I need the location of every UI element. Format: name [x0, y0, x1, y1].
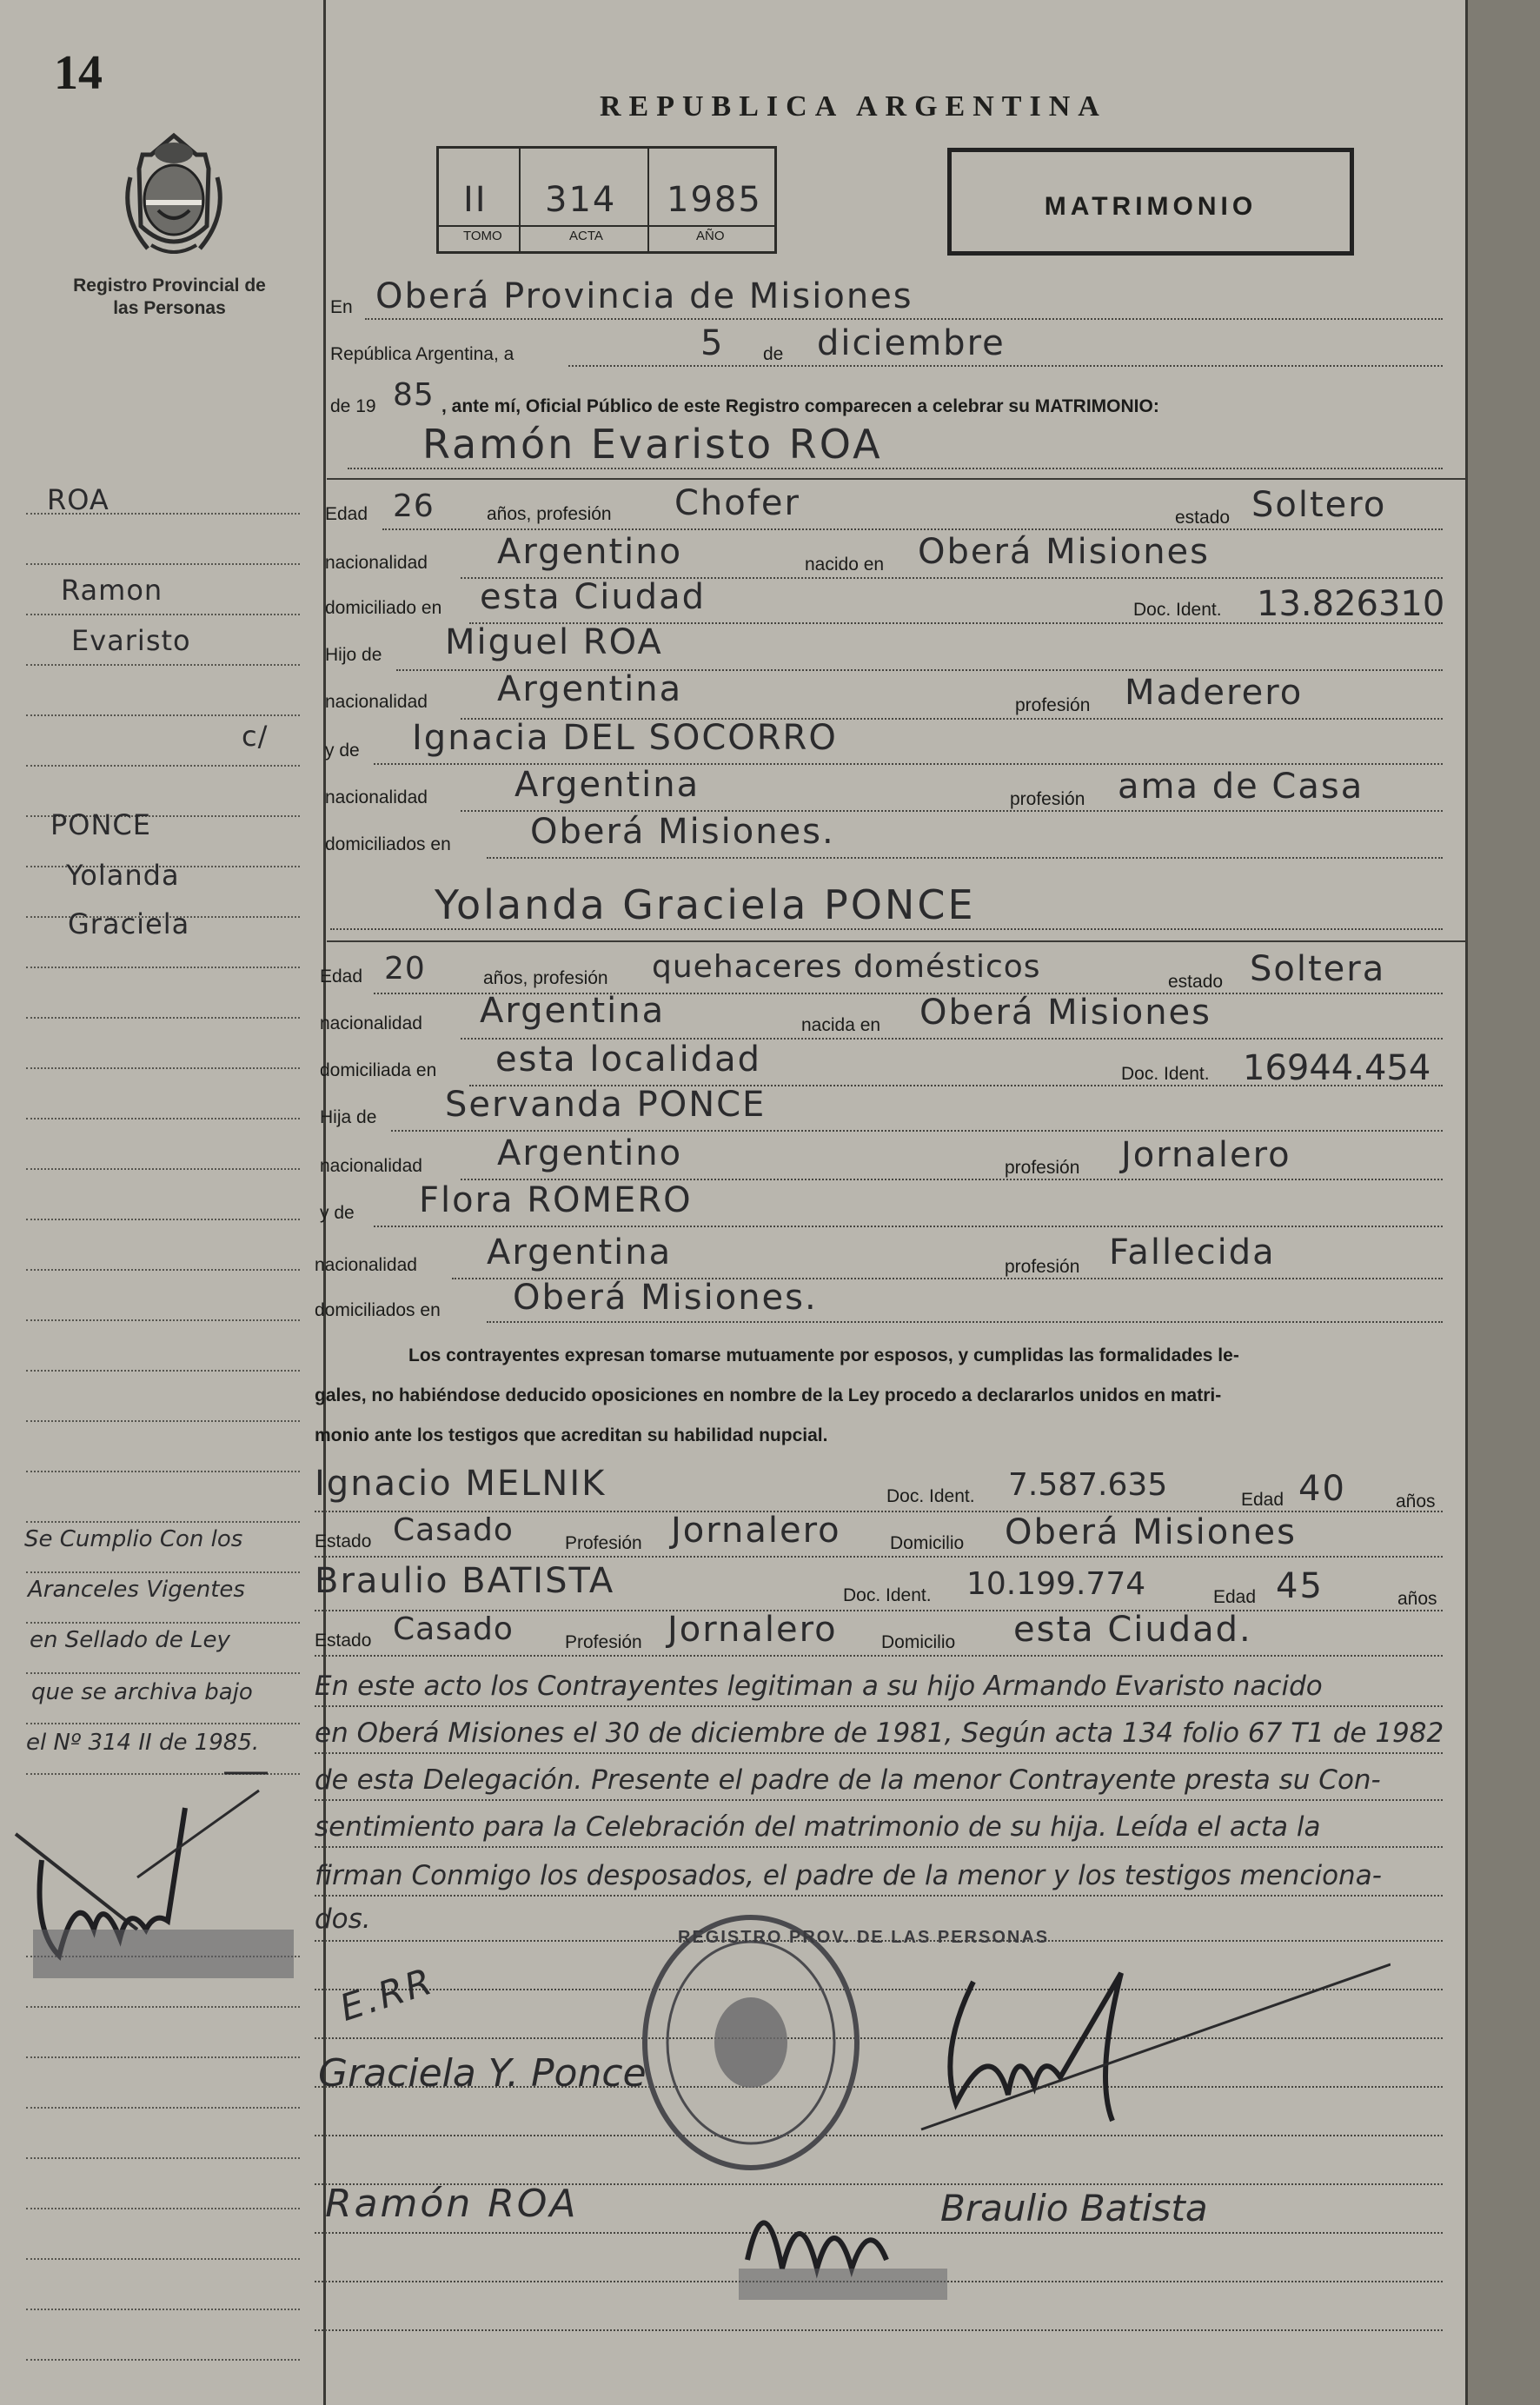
groom-mother-profession: ama de Casa — [1118, 767, 1364, 807]
acta-value: 314 — [545, 180, 617, 220]
de-label: de — [763, 344, 784, 364]
groom-birthplace: Oberá Misiones — [918, 532, 1211, 572]
signature-3: Ramón ROA — [325, 2182, 579, 2226]
bride-parents-domicile: Oberá Misiones. — [513, 1278, 818, 1318]
act-type-box — [947, 148, 1354, 256]
bride-father-nationality: Argentino — [497, 1133, 683, 1173]
bride-status: Soltera — [1250, 949, 1386, 989]
label-y-de: y de — [320, 1203, 355, 1223]
note-line-5: firman Conmigo los desposados, el padre de la menor y los testigos menciona- — [315, 1860, 1382, 1891]
bride-father-profession: Jornalero — [1121, 1135, 1291, 1175]
label-profesion: profesión — [1005, 1257, 1080, 1277]
label-domicilio: Domicilio — [890, 1533, 965, 1553]
groom-mother-nationality: Argentina — [514, 765, 700, 805]
label-profesion: profesión — [1010, 789, 1085, 809]
label-doc: Doc. Ident. — [886, 1486, 975, 1506]
bride-nationality: Argentina — [480, 991, 666, 1031]
label-doc: Doc. Ident. — [1133, 600, 1222, 620]
label-edad: Edad — [325, 504, 368, 524]
label-edad: Edad — [1241, 1490, 1284, 1510]
label-profesion: años, profesión — [483, 968, 608, 988]
margin-note-line-3: en Sellado de Ley — [30, 1627, 230, 1653]
label-estado: estado — [1168, 972, 1224, 992]
witness-1-profession: Jornalero — [671, 1511, 841, 1551]
margin-surname-2: PONCE — [50, 808, 151, 841]
witness-1-age: 40 — [1298, 1469, 1346, 1509]
margin-given-1b: Evaristo — [71, 624, 191, 657]
label-profesion: Profesión — [565, 1632, 642, 1652]
country-title: REPUBLICA ARGENTINA — [600, 90, 1107, 123]
label-edad: Edad — [320, 967, 363, 987]
label-domiciliada: domiciliada en — [320, 1060, 437, 1080]
groom-father-nationality: Argentina — [497, 669, 683, 709]
witness-1-status: Casado — [393, 1512, 514, 1548]
witness-2-profession: Jornalero — [667, 1610, 838, 1650]
coat-of-arms-icon — [113, 129, 235, 261]
year-suffix: 85 — [393, 377, 435, 413]
note-line-3: de esta Delegación. Presente el padre de la menor Contrayente presta su Con- — [315, 1764, 1381, 1796]
note-line-6: dos. — [315, 1903, 371, 1935]
bride-birthplace: Oberá Misiones — [919, 993, 1212, 1033]
label-nacionalidad: nacionalidad — [325, 692, 428, 712]
label-nacido: nacido en — [805, 555, 885, 575]
groom-father: Miguel ROA — [445, 622, 663, 662]
label-y-de: y de — [325, 741, 360, 761]
label-nacida: nacida en — [801, 1015, 881, 1035]
bride-age: 20 — [384, 951, 426, 987]
margin-given-1a: Ramon — [61, 574, 163, 607]
signature-1: E.RR — [335, 1959, 440, 2030]
bride-mother-nationality: Argentina — [487, 1232, 673, 1272]
declaration-line-3: monio ante los testigos que acreditan su habilidad nupcial. — [315, 1425, 828, 1445]
label-domiciliados: domiciliados en — [325, 834, 451, 854]
margin-surname-1: ROA — [47, 483, 110, 516]
page-edge — [1468, 0, 1540, 2405]
seal-text: REGISTRO PROV. DE LAS PERSONAS — [678, 1928, 1050, 1947]
label-domicilio: Domicilio — [881, 1632, 956, 1652]
en-label: En — [330, 297, 353, 317]
witness-1-name: Ignacio MELNIK — [315, 1464, 607, 1504]
label-nacionalidad: nacionalidad — [325, 787, 428, 807]
bride-domicile: esta localidad — [495, 1040, 761, 1080]
declaration-line-1: Los contrayentes expresan tomarse mutuamente por esposos, y cumplidas las formalidades le- — [408, 1345, 1239, 1365]
tomo-value: II — [463, 180, 488, 220]
label-anos: años — [1396, 1491, 1436, 1511]
witness-2-doc: 10.199.774 — [966, 1566, 1146, 1602]
tomo-label: TOMO — [463, 229, 502, 243]
margin-note-line-1: Se Cumplio Con los — [24, 1526, 243, 1552]
groom-status: Soltero — [1251, 485, 1387, 525]
label-estado: estado — [1175, 508, 1231, 528]
label-nacionalidad: nacionalidad — [320, 1156, 422, 1176]
margin-note-line-2: Aranceles Vigentes — [28, 1577, 245, 1603]
witness-2-name: Braulio BATISTA — [315, 1561, 615, 1601]
label-profesion: Profesión — [565, 1533, 642, 1553]
groom-nationality: Argentino — [497, 532, 683, 572]
margin-note-line-5: el Nº 314 II de 1985. — [26, 1730, 260, 1756]
label-domiciliados: domiciliados en — [315, 1300, 441, 1320]
registry-label: Registro Provincial de las Personas — [73, 276, 266, 318]
bottom-signature-graphic — [730, 2129, 956, 2303]
groom-name: Ramón Evaristo ROA — [422, 421, 883, 468]
note-line-1: En este acto los Contrayentes legitiman a su hijo Armando Evaristo nacido — [315, 1671, 1323, 1702]
bride-doc: 16944.454 — [1243, 1048, 1431, 1088]
place-value: Oberá Provincia de Misiones — [375, 276, 913, 316]
bride-mother: Flora ROMERO — [419, 1180, 693, 1220]
label-profesion: profesión — [1015, 695, 1091, 715]
ano-value: 1985 — [667, 180, 762, 220]
month-value: diciembre — [817, 323, 1006, 363]
declaration-line-2: gales, no habiéndose deducido oposiciones en nombre de la Ley procedo a declararlos unidos en matri- — [315, 1385, 1222, 1405]
act-type: MATRIMONIO — [1044, 192, 1258, 221]
label-estado: Estado — [315, 1631, 372, 1651]
note-line-4: sentimiento para la Celebración del matrimonio de su hija. Leída el acta la — [315, 1811, 1321, 1843]
label-anos: años — [1397, 1589, 1437, 1609]
label-nacionalidad: nacionalidad — [325, 553, 428, 573]
signature-2: Graciela Y. Ponce — [318, 2051, 647, 2096]
groom-parents-domicile: Oberá Misiones. — [530, 812, 835, 852]
label-hijo: Hijo de — [325, 645, 382, 665]
groom-profession: Chofer — [674, 483, 800, 523]
page-number: 14 — [54, 46, 103, 100]
registry-box — [436, 146, 777, 254]
witness-1-domicile: Oberá Misiones — [1005, 1512, 1298, 1552]
groom-age: 26 — [393, 488, 435, 524]
statement-text: , ante mí, Oficial Público de este Registro comparecen a celebrar su MATRIMONIO: — [441, 396, 1159, 416]
label-profesion: años, profesión — [487, 504, 612, 524]
year-prefix: de 19 — [330, 396, 376, 416]
bride-profession: quehaceres domésticos — [652, 949, 1041, 985]
label-doc: Doc. Ident. — [843, 1585, 932, 1605]
bride-name: Yolanda Graciela PONCE — [435, 881, 976, 928]
signature-4: Braulio Batista — [940, 2187, 1208, 2229]
day-value: 5 — [700, 323, 725, 363]
margin-conjunction: c/ — [242, 720, 269, 753]
witness-2-age: 45 — [1276, 1566, 1324, 1606]
label-hija: Hija de — [320, 1107, 377, 1127]
groom-doc: 13.826310 — [1257, 584, 1445, 624]
officer-signature-graphic — [904, 1947, 1391, 2138]
witness-2-domicile: esta Ciudad. — [1013, 1610, 1252, 1650]
label-nacionalidad: nacionalidad — [320, 1013, 422, 1033]
republica-label: República Argentina, a — [330, 344, 514, 364]
ano-label: AÑO — [696, 229, 725, 243]
witness-2-status: Casado — [393, 1611, 514, 1647]
margin-given-2a: Yolanda — [66, 859, 180, 892]
note-line-2: en Oberá Misiones el 30 de diciembre de 1981, Según acta 134 folio 67 T1 de 1982 — [315, 1717, 1444, 1749]
witness-1-doc: 7.587.635 — [1008, 1467, 1168, 1503]
label-profesion: profesión — [1005, 1158, 1080, 1178]
label-estado: Estado — [315, 1531, 372, 1551]
label-edad: Edad — [1213, 1587, 1257, 1607]
groom-father-profession: Maderero — [1125, 673, 1304, 713]
groom-domicile: esta Ciudad — [480, 577, 707, 617]
groom-mother: Ignacia DEL SOCORRO — [412, 718, 838, 758]
label-nacionalidad: nacionalidad — [315, 1255, 417, 1275]
acta-label: ACTA — [569, 229, 603, 243]
margin-signature-graphic — [7, 1756, 311, 1982]
label-domiciliado: domiciliado en — [325, 598, 442, 618]
label-doc: Doc. Ident. — [1121, 1064, 1210, 1084]
margin-given-2b: Graciela — [68, 907, 190, 940]
bride-mother-profession: Fallecida — [1109, 1232, 1276, 1272]
margin-note-line-4: que se archiva bajo — [31, 1679, 253, 1705]
bride-father: Servanda PONCE — [445, 1085, 767, 1125]
